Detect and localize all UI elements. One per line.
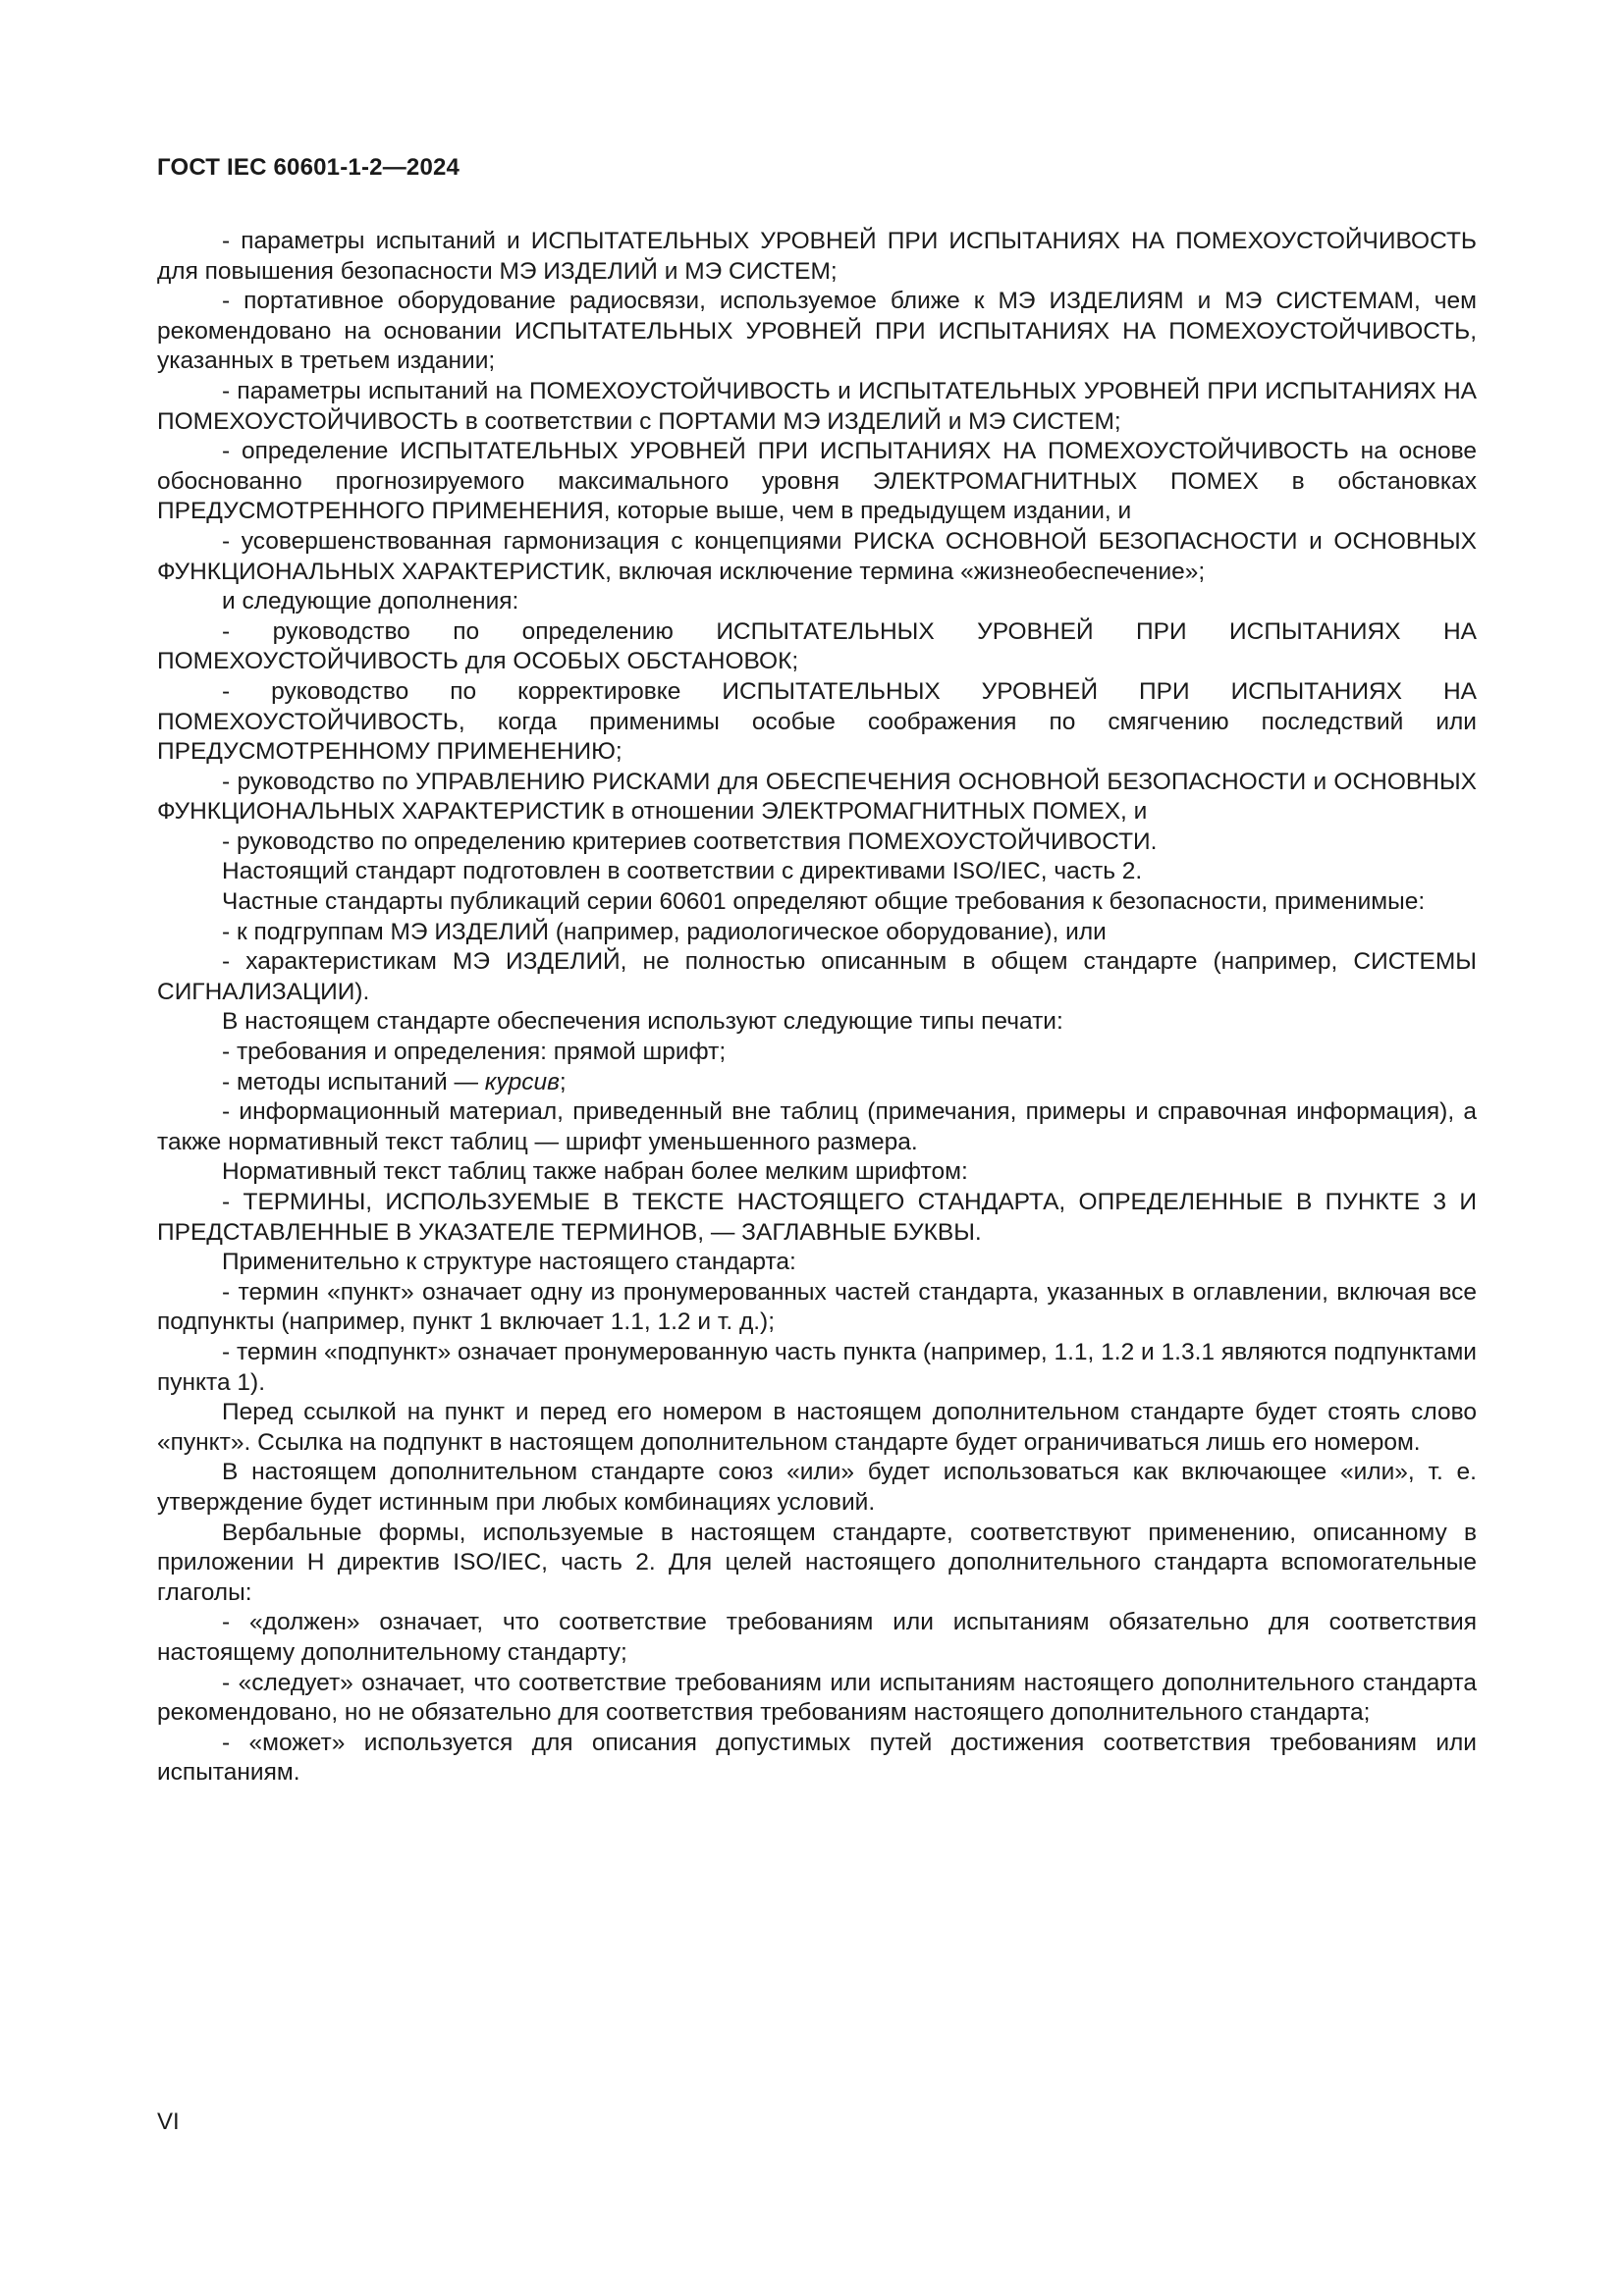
italic-term: курсив (484, 1068, 560, 1095)
paragraph: - методы испытаний — курсив; (222, 1068, 567, 1095)
paragraph: - параметры испытаний и ИСПЫТАТЕЛЬНЫХ УРОВНЕЙ ПРИ ИСПЫТАНИЯХ НА ПОМЕХОУСТОЙЧИВОСТЬ для повышения безопасности МЭ ИЗДЕЛИЙ и МЭ СИСТЕМ; (157, 228, 1477, 285)
paragraph: - ТЕРМИНЫ, ИСПОЛЬЗУЕМЫЕ В ТЕКСТЕ НАСТОЯЩЕГО СТАНДАРТА, ОПРЕДЕЛЕННЫЕ В ПУНКТЕ 3 И ПРЕДСТАВЛЕННЫЕ В УКАЗАТЕЛЕ ТЕРМИНОВ, — ЗАГЛАВНЫЕ БУКВЫ. (157, 1189, 1477, 1246)
paragraph: - «следует» означает, что соответствие требованиям или испытаниям настоящего дополнительного стандарта рекомендовано, но не обязательно для соответствия требованиям настоящего дополнительного стандарта; (157, 1669, 1477, 1727)
paragraph: - руководство по определению критериев соответствия ПОМЕХОУСТОЙЧИВОСТИ. (222, 828, 1158, 855)
paragraph: - усовершенствованная гармонизация с концепциями РИСКА ОСНОВНОЙ БЕЗОПАСНОСТИ и ОСНОВНЫХ ФУНКЦИОНАЛЬНЫХ ХАРАКТЕРИСТИК, включая исключение термина «жизнеобеспечение»; (157, 527, 1477, 585)
paragraph: - требования и определения: прямой шрифт; (222, 1039, 727, 1066)
paragraph: - «может» используется для описания допустимых путей достижения соответствия требованиям или испытаниям. (157, 1729, 1477, 1787)
document-header: ГОСТ IEC 60601-1-2—2024 (157, 154, 460, 181)
document-body (157, 227, 1477, 1789)
paragraph: В настоящем дополнительном стандарте союз «или» будет использоваться как включающее «или», т. е. утверждение будет истинным при любых комбинациях условий. (157, 1459, 1477, 1516)
paragraph: - термин «пункт» означает одну из пронумерованных частей стандарта, указанных в оглавлении, включая все подпункты (например, пункт 1 включает 1.1, 1.2 и т. д.); (157, 1278, 1477, 1336)
paragraph: - руководство по корректировке ИСПЫТАТЕЛЬНЫХ УРОВНЕЙ ПРИ ИСПЫТАНИЯХ НА ПОМЕХОУСТОЙЧИВОСТЬ, когда применимы особые соображения по смягчению последствий или ПРЕДУСМОТРЕННОМУ ПРИМЕНЕНИЮ; (157, 677, 1477, 766)
paragraph: - руководство по УПРАВЛЕНИЮ РИСКАМИ для ОБЕСПЕЧЕНИЯ ОСНОВНОЙ БЕЗОПАСНОСТИ и ОСНОВНЫХ ФУНКЦИОНАЛЬНЫХ ХАРАКТЕРИСТИК в отношении ЭЛЕКТРОМАГНИТНЫХ ПОМЕХ, и (157, 768, 1477, 826)
paragraph: - к подгруппам МЭ ИЗДЕЛИЙ (например, радиологическое оборудование), или (222, 918, 1107, 945)
paragraph: В настоящем стандарте обеспечения используют следующие типы печати: (222, 1008, 1063, 1036)
paragraph: Вербальные формы, используемые в настоящем стандарте, соответствуют применению, описанному в приложении H директив ISO/IEC, часть 2. Для целей настоящего дополнительного стандарта вспомогательные глаголы: (157, 1519, 1477, 1606)
paragraph: Нормативный текст таблиц также набран более мелким шрифтом: (222, 1158, 968, 1186)
paragraph: - руководство по определению ИСПЫТАТЕЛЬНЫХ УРОВНЕЙ ПРИ ИСПЫТАНИЯХ НА ПОМЕХОУСТОЙЧИВОСТЬ для ОСОБЫХ ОБСТАНОВОК; (157, 617, 1477, 675)
paragraph: - портативное оборудование радиосвязи, используемое ближе к МЭ ИЗДЕЛИЯМ и МЭ СИСТЕМАМ, чем рекомендовано на основании ИСПЫТАТЕЛЬНЫХ УРОВНЕЙ ПРИ ИСПЫТАНИЯХ НА ПОМЕХОУСТОЙЧИВОСТЬ, указанных в третьем издании; (157, 288, 1477, 375)
paragraph: Настоящий стандарт подготовлен в соответствии с директивами ISO/IEC, часть 2. (222, 858, 1143, 885)
paragraph: - характеристикам МЭ ИЗДЕЛИЙ, не полностью описанным в общем стандарте (например, СИСТЕМЫ СИГНАЛИЗАЦИИ). (157, 948, 1477, 1005)
paragraph: - «должен» означает, что соответствие требованиям или испытаниям обязательно для соответствия настоящему дополнительному стандарту; (157, 1609, 1477, 1666)
paragraph: - информационный материал, приведенный вне таблиц (примечания, примеры и справочная информация), а также нормативный текст таблиц — шрифт уменьшенного размера. (157, 1098, 1477, 1155)
paragraph: Применительно к структуре настоящего стандарта: (222, 1249, 796, 1276)
paragraph: - термин «подпункт» означает пронумерованную часть пункта (например, 1.1, 1.2 и 1.3.1 являются подпунктами пункта 1). (157, 1338, 1477, 1396)
paragraph: - параметры испытаний на ПОМЕХОУСТОЙЧИВОСТЬ и ИСПЫТАТЕЛЬНЫХ УРОВНЕЙ ПРИ ИСПЫТАНИЯХ НА ПОМЕХОУСТОЙЧИВОСТЬ в соответствии с ПОРТАМИ МЭ ИЗДЕЛИЙ и МЭ СИСТЕМ; (157, 377, 1477, 435)
paragraph: и следующие дополнения: (222, 588, 519, 615)
paragraph: - определение ИСПЫТАТЕЛЬНЫХ УРОВНЕЙ ПРИ ИСПЫТАНИЯХ НА ПОМЕХОУСТОЙЧИВОСТЬ на основе обоснованно прогнозируемого максимального уровня ЭЛЕКТРОМАГНИТНЫХ ПОМЕХ в обстановках ПРЕДУСМОТРЕННОГО ПРИМЕНЕНИЯ, которые выше, чем в предыдущем издании, и (157, 438, 1477, 525)
page-number: VI (157, 2109, 180, 2135)
paragraph: Перед ссылкой на пункт и перед его номером в настоящем дополнительном стандарте будет стоять слово «пункт». Ссылка на подпункт в настоящем дополнительном стандарте будет ограничиваться лишь его номером. (157, 1399, 1477, 1456)
paragraph: Частные стандарты публикаций серии 60601 определяют общие требования к безопасности, применимые: (222, 888, 1426, 916)
